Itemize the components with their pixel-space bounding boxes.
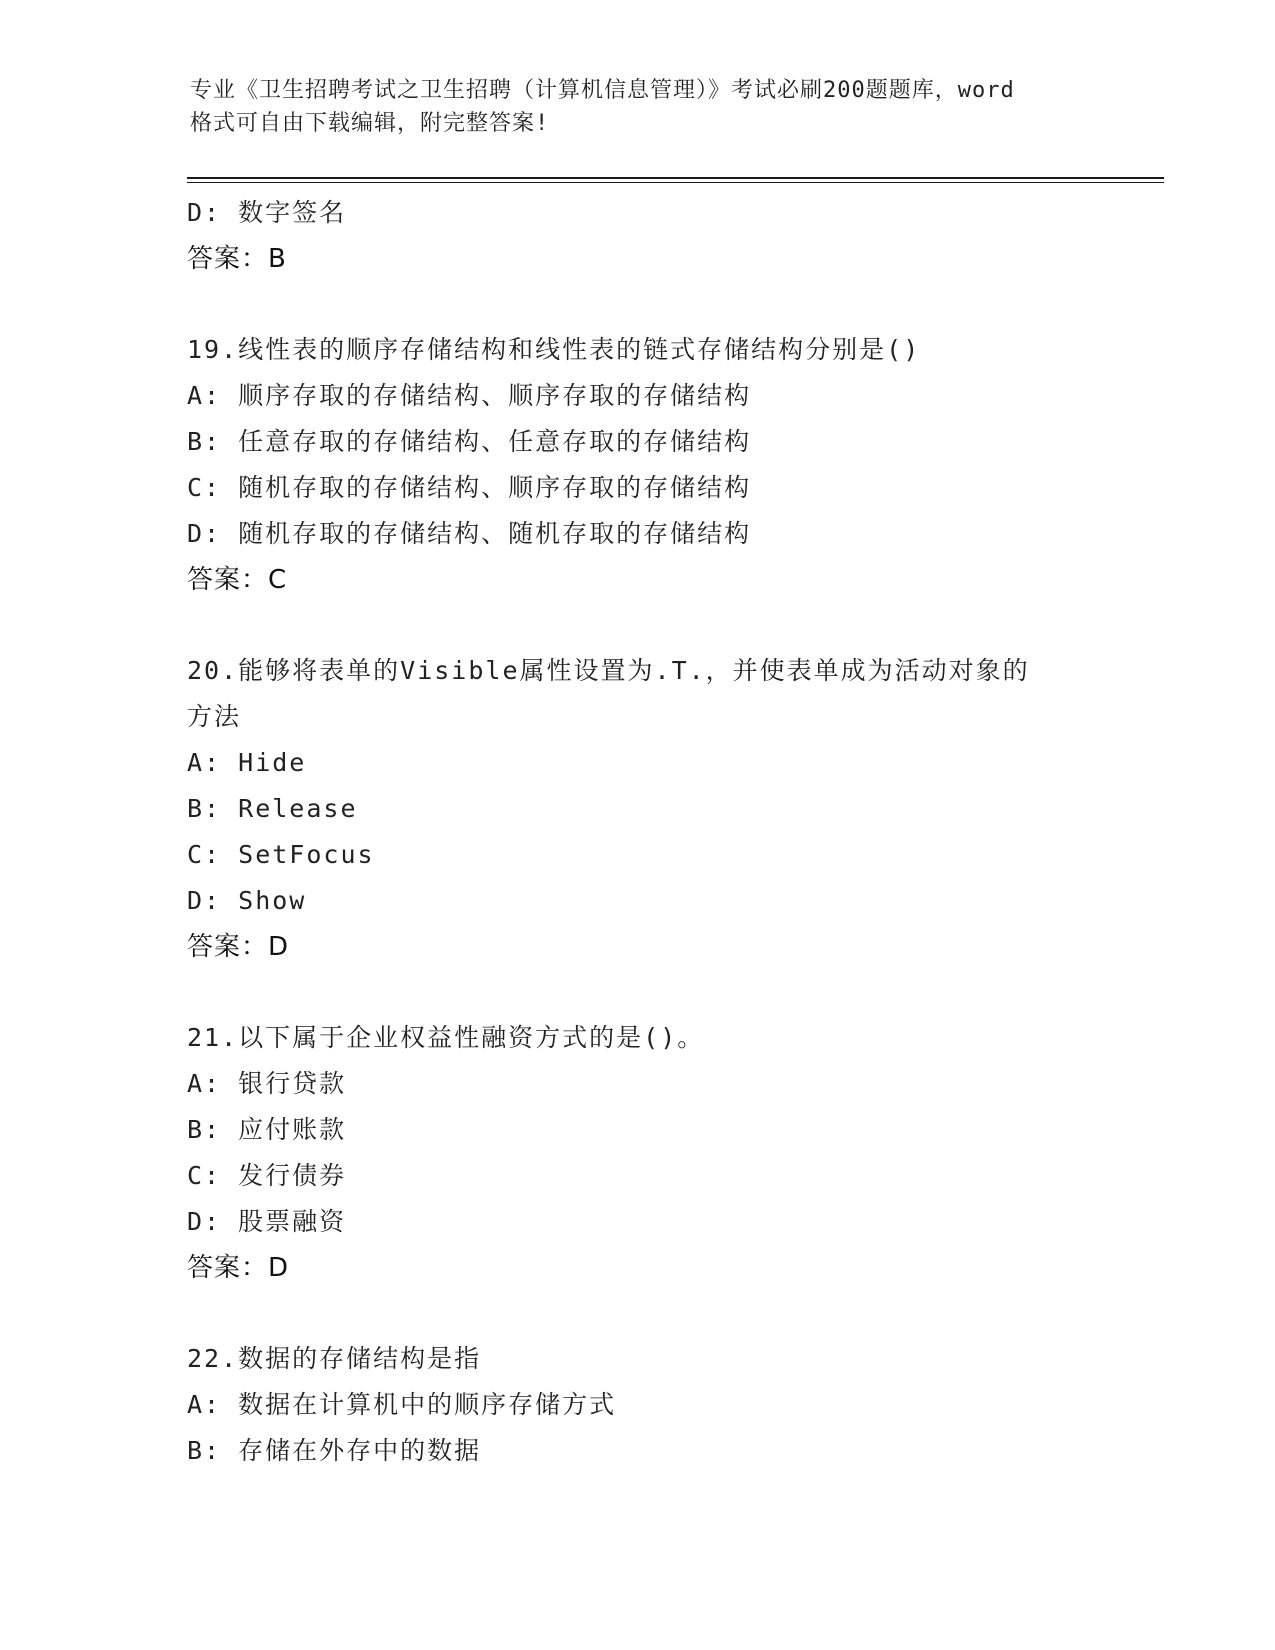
question-list	[187, 190, 1087, 1474]
option-c: C: SetFocus	[187, 840, 375, 869]
answer-line: 答案：B	[187, 244, 287, 274]
option-c: C: 发行债券	[187, 1161, 347, 1190]
option-b: B: Release	[187, 794, 358, 823]
spacer	[187, 970, 1087, 1015]
header-divider-thick	[187, 177, 1164, 179]
answer-line: 答案：C	[187, 565, 288, 595]
spacer	[187, 603, 1087, 648]
document-header	[190, 74, 1090, 140]
spacer	[187, 1291, 1087, 1336]
option-d: D: 股票融资	[187, 1207, 347, 1236]
option-a: A: Hide	[187, 748, 307, 777]
header-divider-thin	[187, 182, 1164, 183]
option-a: A: 数据在计算机中的顺序存储方式	[187, 1390, 617, 1419]
question-title-line-2: 方法	[187, 702, 242, 731]
option-b: B: 任意存取的存储结构、任意存取的存储结构	[187, 427, 752, 456]
question-title-line-1: 20.能够将表单的Visible属性设置为.T.，并使表单成为活动对象的	[187, 656, 1030, 685]
question-21	[187, 1015, 1087, 1291]
answer-line: 答案：D	[187, 932, 290, 962]
option-d: D: 随机存取的存储结构、随机存取的存储结构	[187, 519, 752, 548]
question-title: 22.数据的存储结构是指	[187, 1344, 482, 1373]
option-b: B: 应付账款	[187, 1115, 347, 1144]
question-title: 21.以下属于企业权益性融资方式的是()。	[187, 1023, 705, 1052]
question-title: 19.线性表的顺序存储结构和线性表的链式存储结构分别是()	[187, 335, 921, 364]
option-a: A: 银行贷款	[187, 1069, 347, 1098]
option-b: B: 存储在外存中的数据	[187, 1436, 482, 1465]
option-a: A: 顺序存取的存储结构、顺序存取的存储结构	[187, 381, 752, 410]
question-22	[187, 1336, 1087, 1474]
spacer	[187, 282, 1087, 327]
header-line-1: 专业《卫生招聘考试之卫生招聘（计算机信息管理）》考试必刷200题题库，word	[190, 78, 1015, 103]
answer-line: 答案：D	[187, 1253, 290, 1283]
option-c: C: 随机存取的存储结构、顺序存取的存储结构	[187, 473, 752, 502]
question-18-tail	[187, 190, 1087, 282]
option-d: D: 数字签名	[187, 198, 347, 227]
option-d: D: Show	[187, 886, 307, 915]
header-line-2: 格式可自由下载编辑，附完整答案!	[190, 111, 550, 136]
question-19	[187, 327, 1087, 603]
question-20	[187, 648, 1087, 970]
